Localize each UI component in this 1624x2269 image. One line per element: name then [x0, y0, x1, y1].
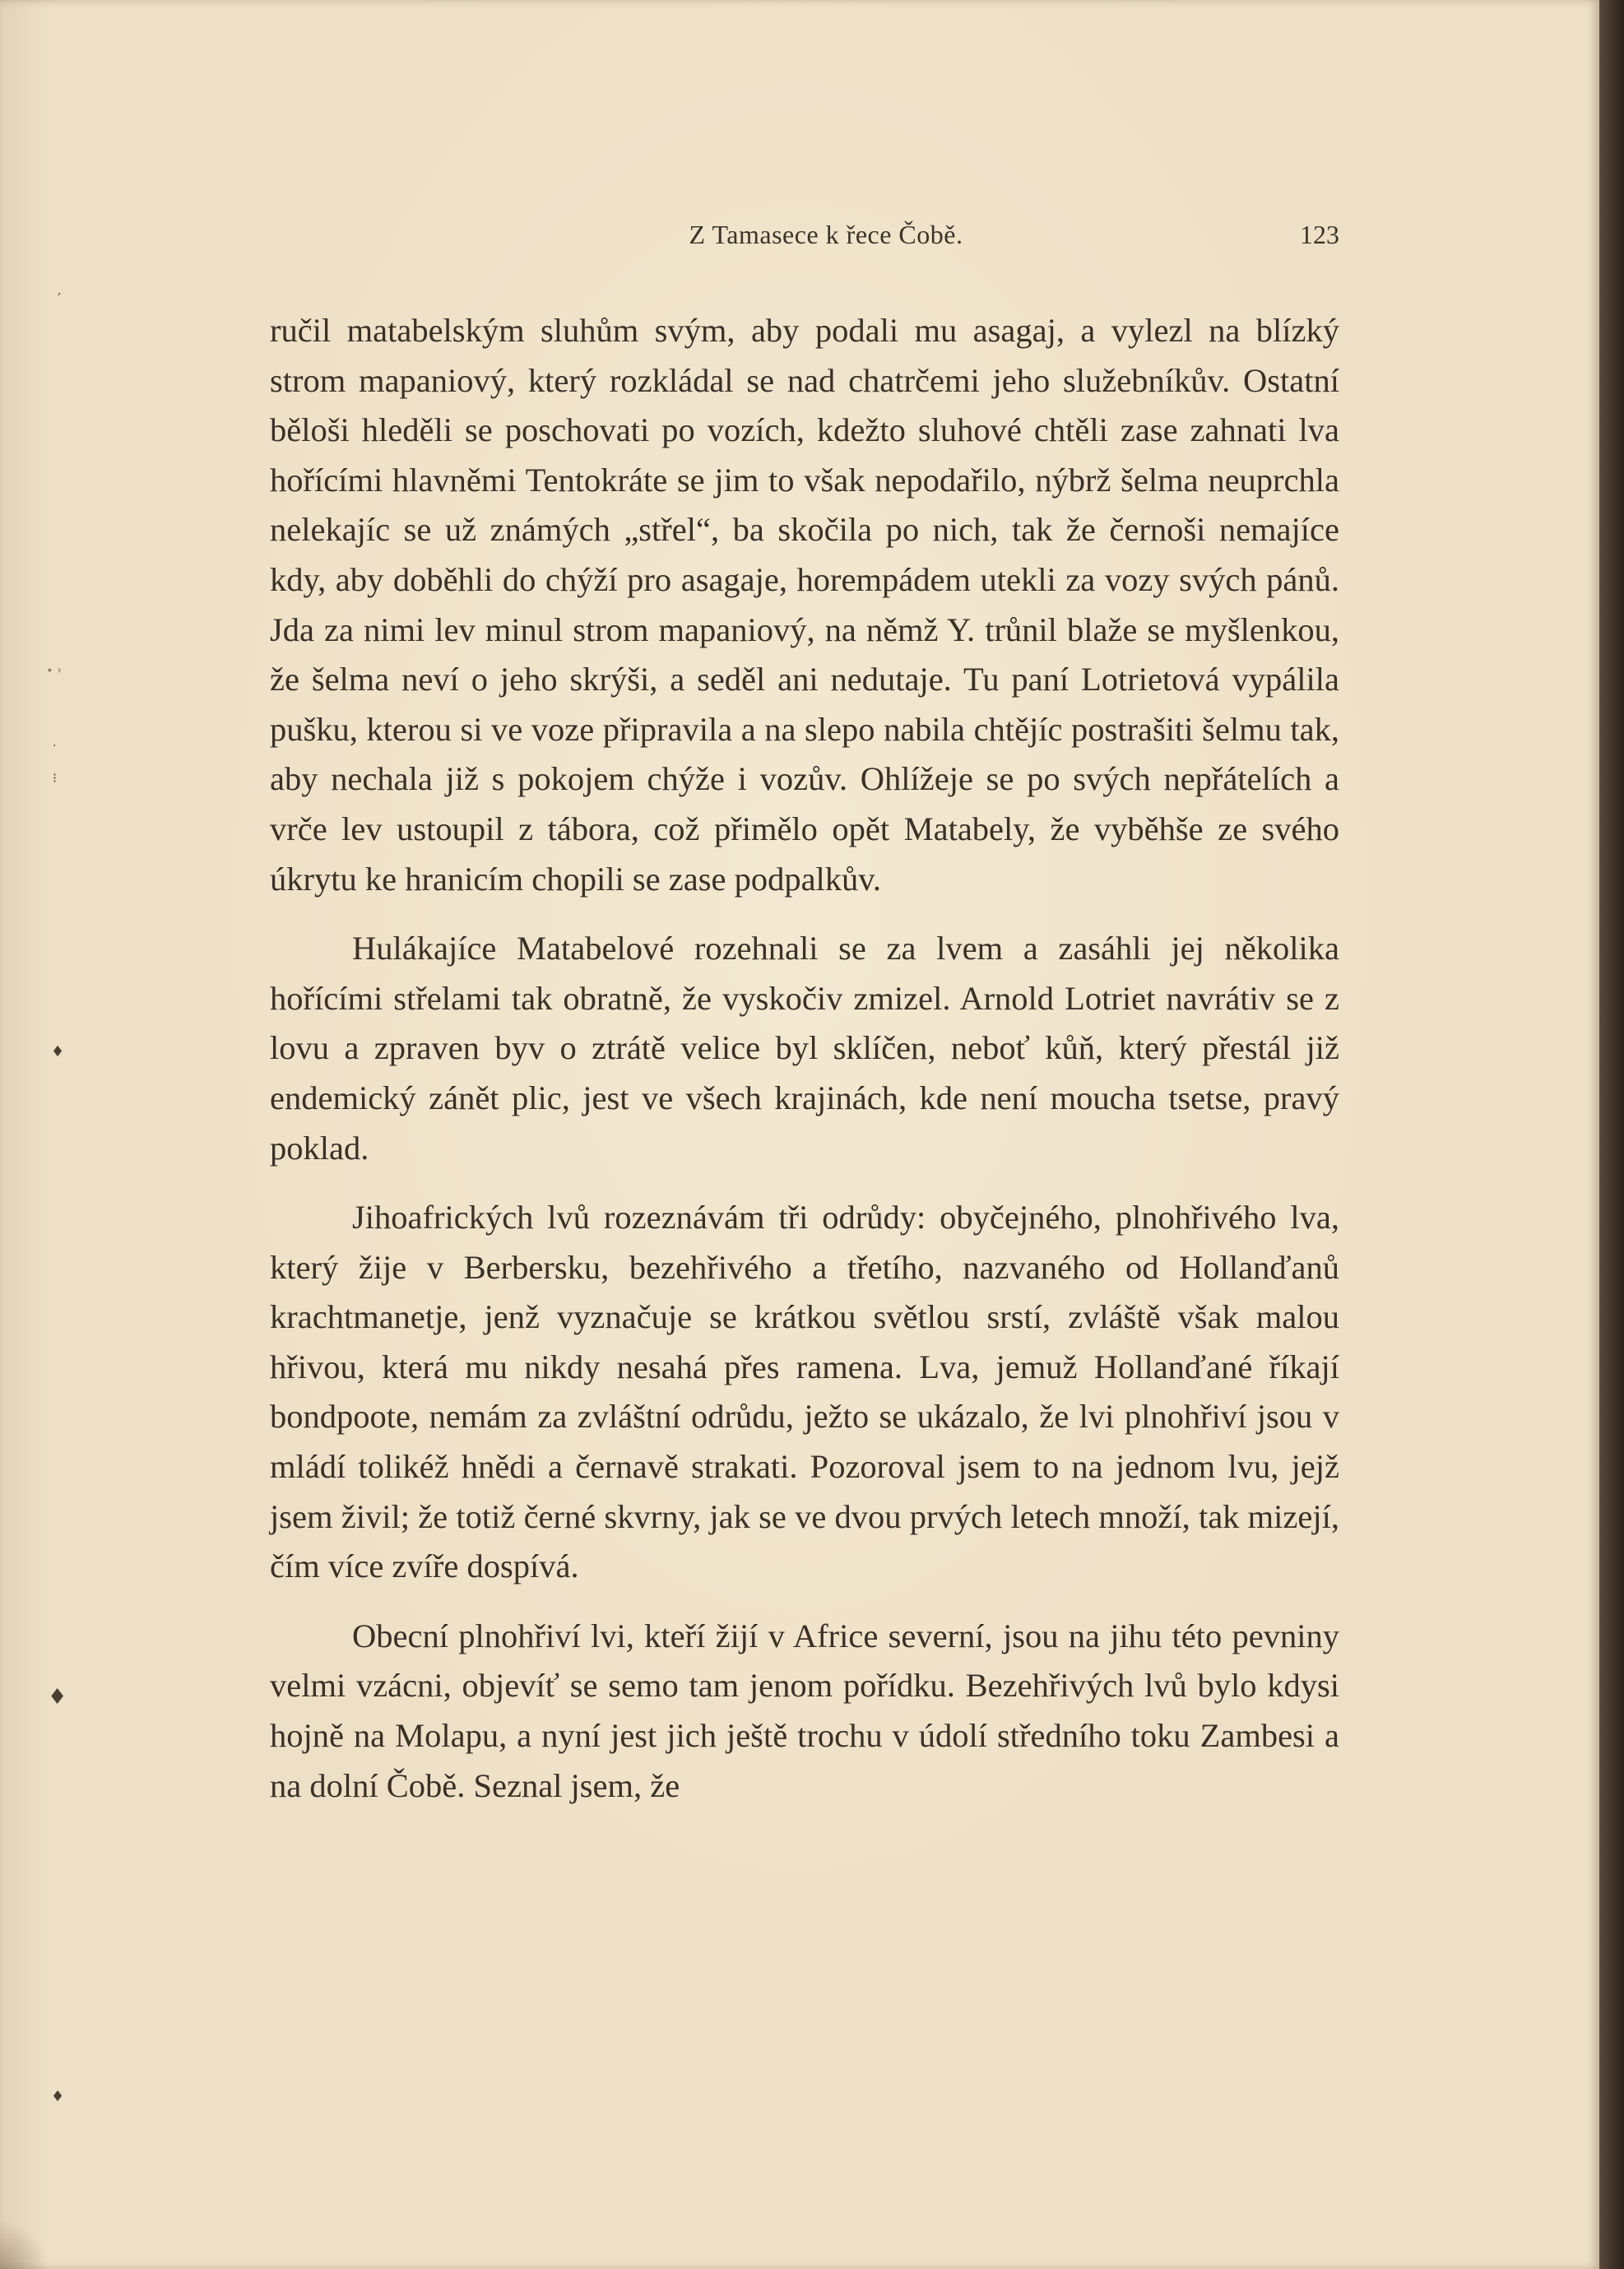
margin-speck-mark: ′	[58, 290, 62, 308]
paragraph-2: Hulákajíce Matabelové rozehnali se za lvem a zasáhli jej několika hořícími střelami tak obratně, že vyskočiv zmizel. Arnold Lotriet navrátiv se z lovu a zpraven byv o ztrátě velice byl sklíčen, neboť kůň, který přestál již endemický zánět plic, jest ve všech krajinách, kde není moucha tsetse, pravý poklad.	[270, 930, 1339, 1167]
margin-speck-mark: ♦	[48, 1685, 67, 1710]
margin-speck-mark: ∙ ›	[46, 664, 62, 677]
page-binding-edge	[1599, 0, 1624, 2269]
margin-speck-mark: ♦	[51, 2088, 65, 2105]
margin-speck-mark: ·	[53, 740, 57, 753]
corner-stain	[0, 2220, 49, 2269]
paragraph-4: Obecní plnohřiví lvi, kteří žijí v Africe severní, jsou na jihu této pevniny velmi vzácni, objevíť se semo tam jenom pořídku. Bezehřivých lvů bylo kdysi hojně na Molapu, a nyní jest jich ještě trochu v údolí středního toku Zambesi a na dolní Čobě. Seznal jsem, že	[270, 1617, 1339, 1804]
body-text	[270, 306, 1339, 1811]
paragraph-3: Jihoafrických lvů rozeznávám tři odrůdy: obyčejného, plnohřivého lva, který žije v Berbersku, bezehřivého a třetího, nazvaného od Hollanďanů krachtmanetje, jenž vyznačuje se krátkou světlou srstí, zvláště však malou hřivou, která mu nikdy nesahá přes ramena. Lva, jemuž Hollanďané říkají bondpoote, nemám za zvláštní odrůdu, ježto se ukázalo, že lvi plnohřiví jsou v mládí tolikéž hnědi a černavě strakati. Pozoroval jsem to na jednom lvu, jejž jsem živil; že totiž černé skvrny, jak se ve dvou prvých letech množí, tak mizejí, čím více zvíře dospívá.	[270, 1199, 1339, 1585]
running-title: Z Tamasece k řece Čobě.	[689, 220, 963, 249]
margin-speck-mark: ♦	[51, 1043, 65, 1060]
running-header	[313, 220, 1339, 256]
paragraph-1: ručil matabelským sluhům svým, aby podali mu asagaj, a vylezl na blízký strom mapaniový, který rozkládal se nad chatrčemi jeho služebníkův. Ostatní běloši hleděli se poschovati po vozích, kdežto sluhové chtěli zase zahnati lva hořícími hlavněmi Tentokráte se jim to však nepodařilo, nýbrž šelma neuprchla nelekajíc se už známých „střel“, ba skočila po nich, tak že černoši nemajíce kdy, aby doběhli do chýží pro asagaje, horempádem utekli za vozy svých pánů. Jda za nimi lev minul strom mapaniový, na němž Y. trůnil blaže se myšlenkou, že šelma neví o jeho skrýši, a seděl ani nedutaje. Tu paní Lotrietová vypálila pušku, kterou si ve voze připravila a na slepo nabila chtějíc postrašiti šelmu tak, aby nechala již s pokojem chýže i vozův. Ohlížeje se po svých nepřátelích a vrče lev ustoupil z tábora, což přimělo opět Matabely, že vyběhše ze svého úkrytu ke hranicím chopili se zase podpalkův.	[270, 312, 1339, 898]
margin-speck-mark: ⁝	[53, 770, 58, 786]
page-number: 123	[1300, 220, 1339, 249]
